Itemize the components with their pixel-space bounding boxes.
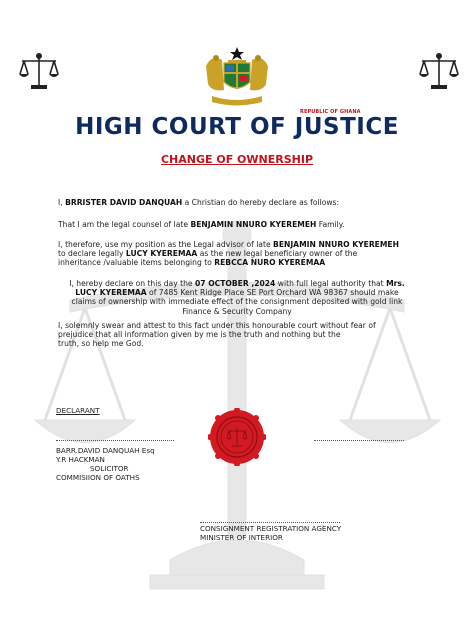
republic-label: REPUBLIC OF GHANA — [300, 109, 361, 115]
declarant-name: BRRISTER DAVID DANQUAH — [65, 198, 183, 207]
signatory-role: SOLICITOR — [90, 464, 129, 473]
text-run: That I am the legal counsel of late — [58, 220, 191, 229]
ministry-name: MINISTER OF INTERIOR — [200, 533, 283, 542]
agency-block — [200, 524, 341, 542]
owner-name: REBCCA NURO KYEREMAA — [214, 258, 326, 268]
agency-name: CONSIGNMENT REGISTRATION AGENCY — [200, 524, 342, 533]
text-run: claims of ownership with immediate effect of the consignment deposited with gold link — [71, 297, 403, 307]
text-run: a Christian do hereby declare as follows: — [182, 198, 340, 207]
declaration-paragraph-5 — [58, 321, 418, 349]
left-signature-line — [56, 440, 174, 441]
declaration-paragraph-4 — [50, 279, 424, 316]
deceased-name: BENJAMIN NNURO KYEREMEH — [273, 240, 399, 249]
text-run: to declare legally — [58, 249, 126, 259]
declarant-label: DECLARANT — [56, 406, 100, 415]
beneficiary-title: Mrs. — [386, 279, 405, 288]
text-run: as the new legal beneficiary owner of the — [197, 249, 358, 259]
scales-of-justice-icon-right — [418, 52, 460, 92]
declaration-date: 07 OCTOBER ,2024 — [194, 279, 276, 288]
red-seal-icon — [208, 408, 266, 466]
left-signature-block — [56, 446, 155, 482]
bottom-signature-line — [200, 522, 340, 523]
document-subtitle: CHANGE OF OWNERSHIP — [160, 153, 314, 166]
deceased-name: BENJAMIN NNURO KYEREMEH — [190, 220, 317, 229]
text-run: prejudice that all information given by me is the truth and nothing but the — [58, 330, 341, 340]
text-run: I, — [58, 198, 66, 207]
text-run: truth, so help me God. — [58, 339, 144, 349]
declaration-paragraph-3 — [58, 240, 418, 268]
scales-of-justice-icon-left — [18, 52, 60, 92]
text-run: Family. — [316, 220, 345, 229]
text-run: I, therefore, use my position as the Legal advisor of late — [58, 240, 274, 249]
signatory-name: Y.R HACKMAN — [56, 455, 105, 464]
ghana-coat-of-arms-icon — [202, 46, 272, 108]
text-run: I, hereby declare on this day the — [69, 279, 195, 288]
declaration-paragraph-2 — [58, 220, 345, 229]
text-run: Finance & Security Company — [182, 306, 292, 316]
declaration-paragraph-1 — [58, 198, 339, 207]
text-run: I, solemnly swear and attest to this fact under this honourable court without fear of — [58, 321, 376, 330]
text-run: of 7485 Kent Ridge Place SE Port Orchard WA 98367 should make — [146, 288, 399, 298]
beneficiary-name: LUCY KYEREMAA — [125, 249, 198, 259]
beneficiary-name: LUCY KYEREMAA — [75, 288, 147, 298]
court-title: HIGH COURT OF JUSTICE — [75, 114, 399, 140]
signatory-office: COMMISIION OF OATHS — [56, 473, 140, 482]
right-signature-line — [314, 440, 404, 441]
text-run: with full legal authority that — [275, 279, 387, 288]
text-run: inheritance /valuable items belonging to — [58, 258, 215, 268]
solicitor-name: BARR.DAVID DANQUAH Esq — [56, 446, 155, 455]
